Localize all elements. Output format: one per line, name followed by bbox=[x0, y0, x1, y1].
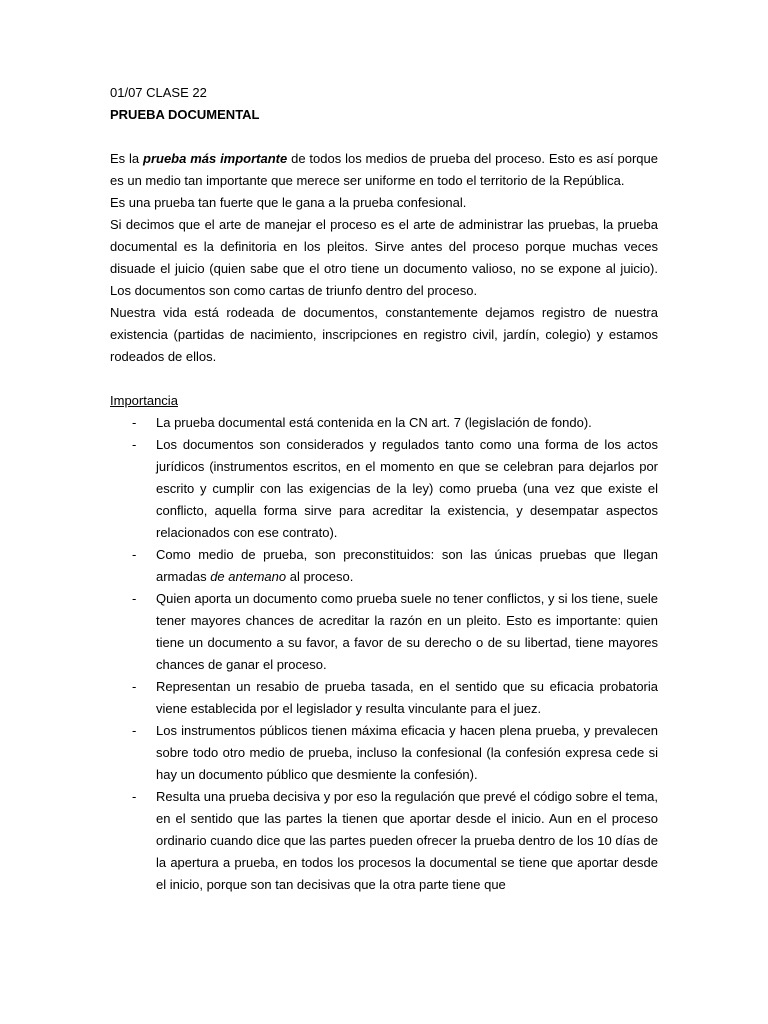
dash-bullet: - bbox=[132, 415, 137, 430]
list-item-italic: de antemano bbox=[210, 569, 287, 584]
list-item-text-post: al proceso. bbox=[286, 569, 354, 584]
list-item-text: Los instrumentos públicos tienen máxima eficacia y hacen plena prueba, y prevalecen sobre todo otro medio de prueba, incluso la confesional (la confesión expresa cede si hay un documento público que desmiente la confesión). bbox=[156, 723, 658, 782]
list-item-text: Representan un resabio de prueba tasada, en el sentido que su eficacia probatoria viene establecida por el legislador y resulta vinculante para el juez. bbox=[156, 679, 658, 716]
intro-paragraph-3: Si decimos que el arte de manejar el proceso es el arte de administrar las pruebas, la prueba documental es la definitoria en los pleitos. Sirve antes del proceso porque muchas veces disuade el juicio (quien sabe que el otro tiene un documento valioso, no se expone al juicio). Los documentos son como cartas de triunfo dentro del proceso. bbox=[110, 217, 658, 298]
list-item bbox=[110, 544, 658, 588]
intro-paragraph-2: Es una prueba tan fuerte que le gana a la prueba confesional. bbox=[110, 195, 467, 210]
list-item bbox=[110, 786, 658, 896]
dash-bullet: - bbox=[132, 547, 137, 562]
list-item-text: La prueba documental está contenida en la CN art. 7 (legislación de fondo). bbox=[156, 415, 592, 430]
importancia-list bbox=[110, 412, 658, 896]
intro-p1-post: de todos los medios de prueba del proceso. Esto es así porque es un medio tan importante que merece ser uniforme en todo el territorio de la República. bbox=[110, 151, 658, 188]
list-item bbox=[110, 588, 658, 676]
list-item bbox=[110, 676, 658, 720]
document-page bbox=[110, 82, 658, 896]
intro-p1-pre: Es la bbox=[110, 151, 143, 166]
list-item-text: Resulta una prueba decisiva y por eso la regulación que prevé el código sobre el tema, en el sentido que las partes la tienen que aportar desde el inicio. Aun en el proceso ordinario cuando dice que las partes pueden ofrecer la prueba dentro de los 10 días de la apertura a prueba, en todos los procesos la documental se tiene que aportar desde el inicio, porque son tan decisivas que la otra parte tiene que bbox=[156, 789, 658, 892]
dash-bullet: - bbox=[132, 679, 137, 694]
intro-paragraph-1 bbox=[110, 148, 658, 192]
list-item-text-pre: Como medio de prueba, son preconstituidos: son las únicas pruebas que llegan armadas bbox=[156, 547, 658, 584]
dash-bullet: - bbox=[132, 437, 137, 452]
section-heading-importancia: Importancia bbox=[110, 393, 178, 408]
dash-bullet: - bbox=[132, 789, 137, 804]
intro-p1-emphasis: prueba más importante bbox=[143, 151, 288, 166]
list-item bbox=[110, 412, 658, 434]
list-item bbox=[110, 720, 658, 786]
list-item bbox=[110, 434, 658, 544]
dash-bullet: - bbox=[132, 591, 137, 606]
spacer bbox=[110, 368, 658, 390]
spacer bbox=[110, 126, 658, 148]
document-title: PRUEBA DOCUMENTAL bbox=[110, 107, 260, 122]
intro-paragraph-4: Nuestra vida está rodeada de documentos, constantemente dejamos registro de nuestra existencia (partidas de nacimiento, inscripciones en registro civil, jardín, colegio) y estamos rodeados de ellos. bbox=[110, 305, 658, 364]
class-date-line: 01/07 CLASE 22 bbox=[110, 85, 207, 100]
dash-bullet: - bbox=[132, 723, 137, 738]
list-item-text: Quien aporta un documento como prueba suele no tener conflictos, y si los tiene, suele tener mayores chances de acreditar la razón en un pleito. Esto es importante: quien tiene un documento a su favor, a favor de su derecho o de su libertad, tiene mayores chances de ganar el proceso. bbox=[156, 591, 658, 672]
list-item-text: Los documentos son considerados y regulados tanto como una forma de los actos jurídicos (instrumentos escritos, en el momento en que se celebran para dejarlos por escrito y cumplir con las exigencias de la ley) como prueba (una vez que existe el conflicto, aquella forma sirve para acreditar la existencia, y desempatar aspectos relacionados con ese contrato). bbox=[156, 437, 658, 540]
